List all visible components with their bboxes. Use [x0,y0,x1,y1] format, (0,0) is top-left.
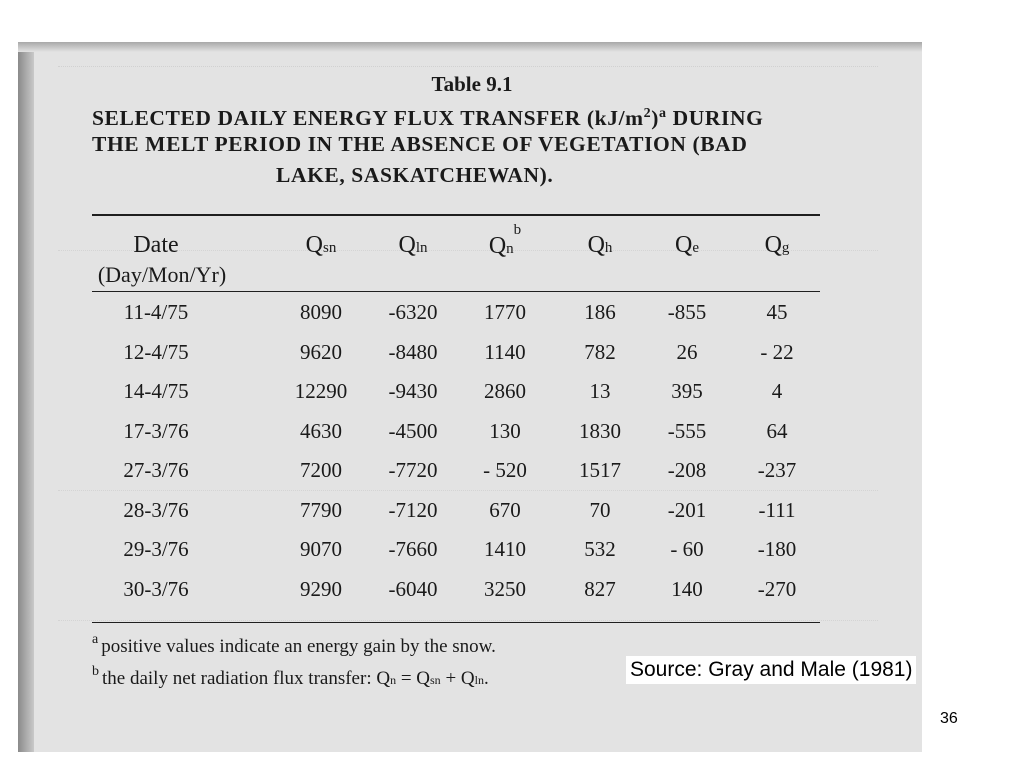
table-cell-qsn: 9070 [300,537,342,561]
footnote-a: $^a$ positive values indicate an energy gain by the snow. [92,632,496,657]
table-cell-qn: 670 [489,497,521,522]
table-cell-qh: 13 [589,379,611,403]
table-cell-date: 28-3/76 [123,497,189,522]
table-cell-qe: -208 [667,458,707,482]
table-cell-qh: 1517 [579,458,621,482]
table-cell-qg: -180 [757,537,797,561]
table-cell-qh: 782 [584,339,616,364]
table-cell-qe: -855 [667,300,707,324]
footnote-b: $^b$ the daily net radiation flux transfer: Qn = Qsn + Qln. [92,664,489,689]
table-cell-qn: 1140 [484,339,526,364]
column-header-qn: Qn$^b$ [488,222,522,259]
table-cell-date: 14-4/75 [123,379,189,403]
table-cell-qsn: 12290 [294,379,348,403]
table-cell-qe: 26 [676,339,698,364]
column-header-qh: Qh [587,232,613,258]
table-cell-date: 27-3/76 [123,458,189,482]
column-header-date: Date [133,232,179,258]
table-cell-qln: -7660 [388,537,438,561]
table-cell-qn: 1410 [484,537,526,561]
table-cell-qg: 64 [766,418,788,443]
table-cell-qn: - 520 [483,458,527,482]
table-cell-qsn: 9290 [300,576,342,601]
table-header-rule [92,291,820,292]
table-cell-qh: 186 [584,300,616,324]
table-cell-qg: 45 [766,300,788,324]
table-cell-qe: -555 [667,418,707,443]
table-cell-qln: -6320 [388,300,438,324]
table-cell-date: 30-3/76 [123,576,189,601]
column-header-qsn: Qsn [305,232,337,258]
bleed-through-texture [58,602,878,621]
table-title: Table 9.1 [431,72,513,96]
table-cell-qe: - 60 [670,537,704,561]
table-heading-line-3: LAKE, SASKATCHEWAN). [276,163,554,187]
table-cell-qln: -6040 [388,576,438,601]
table-cell-qln: -8480 [388,339,438,364]
table-cell-qsn: 8090 [300,300,342,324]
table-cell-qn: 1770 [484,300,526,324]
table-cell-qh: 70 [589,497,611,522]
scanned-page [18,42,922,752]
page-binding-shadow [18,42,34,752]
column-header-qg: Qg [764,232,790,258]
source-citation: Source: Gray and Male (1981) [626,656,916,684]
table-cell-qln: -7720 [388,458,438,482]
table-cell-qg: 4 [771,379,783,403]
table-cell-qln: -9430 [388,379,438,403]
table-bottom-rule [92,622,820,623]
column-header-qe: Qe [674,232,700,258]
table-cell-qln: -4500 [388,418,438,443]
table-cell-qh: 827 [584,576,616,601]
table-cell-qe: 395 [671,379,703,403]
bleed-through-texture [58,232,878,251]
table-cell-qh: 532 [584,537,616,561]
slide-number: 36 [940,710,958,727]
table-heading-line-2: THE MELT PERIOD IN THE ABSENCE OF VEGETATION (BAD [92,132,748,156]
table-cell-date: 12-4/75 [123,339,189,364]
table-heading-line-1: SELECTED DAILY ENERGY FLUX TRANSFER $(kJ/m^2)^a$ DURING [92,106,764,131]
table-cell-qn: 130 [489,418,521,443]
table-cell-date: 11-4/75 [123,300,189,324]
table-cell-qe: -201 [667,497,707,522]
table-cell-qe: 140 [671,576,703,601]
column-header-qln: Qln [398,232,428,258]
table-cell-qsn: 9620 [300,339,342,364]
table-cell-qg: -237 [757,458,797,482]
table-cell-qg: -270 [757,576,797,601]
table-cell-qh: 1830 [579,418,621,443]
bleed-through-texture [58,48,878,67]
table-cell-qg: -111 [758,497,796,522]
table-cell-qsn: 7790 [300,497,342,522]
table-cell-qg: - 22 [760,339,794,364]
table-cell-date: 17-3/76 [123,418,189,443]
table-cell-qsn: 4630 [300,418,342,443]
table-cell-date: 29-3/76 [123,537,189,561]
table-cell-qln: -7120 [388,497,438,522]
table-cell-qn: 3250 [484,576,526,601]
table-cell-qsn: 7200 [300,458,342,482]
table-top-rule [92,214,820,216]
table-cell-qn: 2860 [484,379,526,403]
column-header-date-units: (Day/Mon/Yr) [97,262,227,287]
